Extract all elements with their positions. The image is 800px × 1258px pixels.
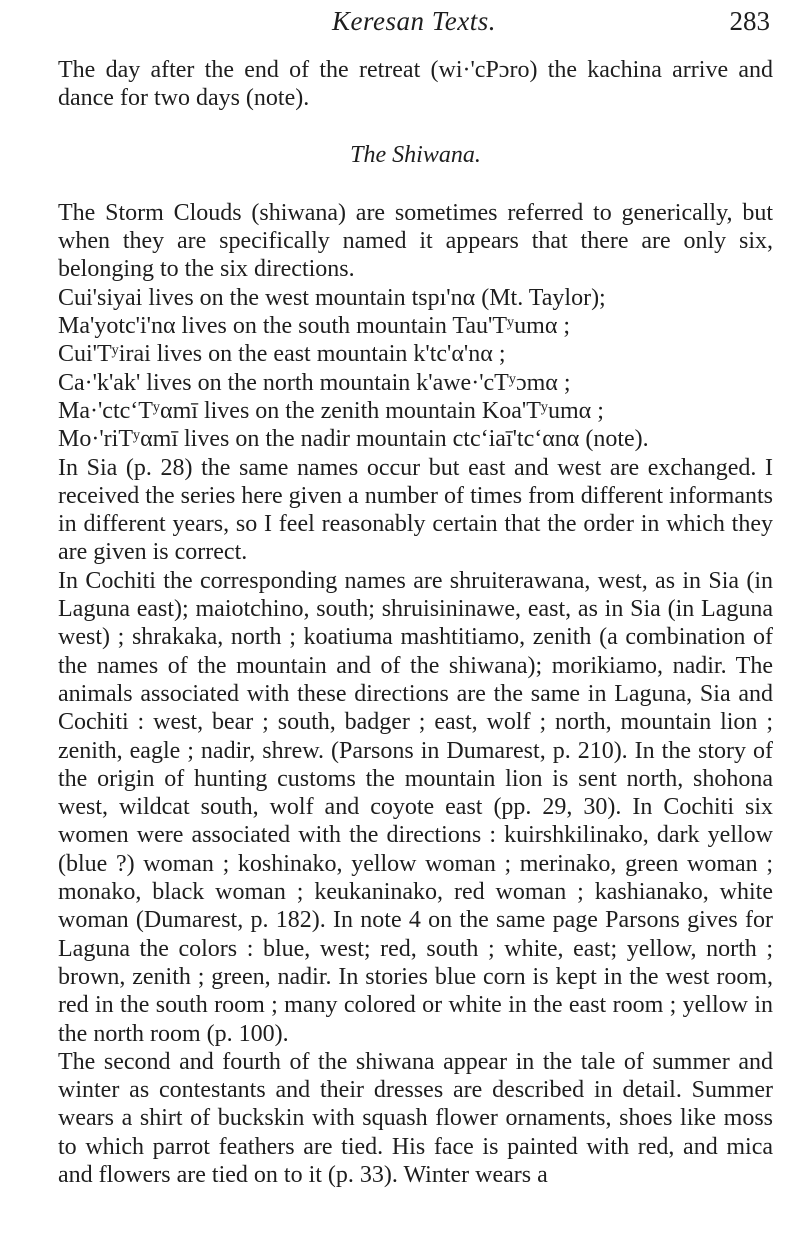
body-text bbox=[58, 56, 773, 1189]
direction-item-south: Ma'yotc'i'nα lives on the south mountain Tau'Tʸumα ; bbox=[58, 313, 571, 340]
running-head bbox=[58, 6, 770, 46]
direction-item-west: Cui'siyai lives on the west mountain tspı'nα (Mt. Taylor); bbox=[58, 284, 606, 311]
paragraph-summer-winter: The second and fourth of the shiwana appear in the tale of summer and winter as contestants and their dresses are described in detail. Summer wears a shirt of buckskin with squash flower ornaments, shoes like moss to which parrot feathers are tied. His face is painted with red, and mica and flowers are tied on to it (p. 33). Winter wears a bbox=[58, 1048, 773, 1188]
running-title: Keresan Texts. bbox=[331, 6, 496, 36]
intro-paragraph: The day after the end of the retreat (wi·'cPɔro) the kachina arrive and dance for two days (note). bbox=[58, 57, 773, 112]
paragraph-sia: In Sia (p. 28) the same names occur but east and west are exchanged. I received the series here given a number of times from different informants in different years, so I feel reasonably certain that the order in which they are given is correct. bbox=[58, 454, 773, 566]
direction-item-nadir: Mo·'riTʸαmī lives on the nadir mountain ctcʻiaī'tcʻαnα (note). bbox=[58, 426, 649, 453]
section-heading: The Shiwana. bbox=[350, 141, 481, 168]
direction-item-north: Ca·'k'ak' lives on the north mountain k'awe·'cTʸɔmα ; bbox=[58, 369, 571, 396]
direction-item-east: Cui'Tʸirai lives on the east mountain k'tc'α'nα ; bbox=[58, 341, 506, 368]
paragraph-storm-clouds: The Storm Clouds (shiwana) are sometimes referred to generically, but when they are specifically named it appears that there are only six, belonging to the six directions. bbox=[58, 199, 773, 283]
direction-list bbox=[58, 284, 773, 454]
page-number: 283 bbox=[729, 6, 770, 36]
direction-item-zenith: Ma·'ctcʻTʸαmī lives on the zenith mountain Koa'Tʸumα ; bbox=[58, 397, 604, 424]
paragraph-cochiti: In Cochiti the corresponding names are shruiterawana, west, as in Sia (in Laguna east); maiotchino, south; shruisininawe, east, as in Sia (in Laguna west) ; shrakaka, north ; koatiuma mashtitiamo, zenith (a combination of the names of the mountain and of the shiwana); morikiamo, nadir. The animals associated with these directions are the same in Laguna, Sia and Cochiti : west, bear ; south, badger ; east, wolf ; north, mountain lion ; zenith, eagle ; nadir, shrew. (Parsons in Dumarest, p. 210). In the story of the origin of hunting customs the mountain lion is sent north, shohona west, wildcat south, wolf and coyote east (pp. 29, 30). In Cochiti six women were associated with the directions : kuirshkilinako, dark yellow (blue ?) woman ; koshinako, yellow woman ; merinako, green woman ; monako, black woman ; keukaninako, red woman ; kashianako, white woman (Dumarest, p. 182). In note 4 on the same page Parsons gives for Laguna the colors : blue, west; red, south ; white, east; yellow, north ; brown, zenith ; green, nadir. In stories blue corn is kept in the west room, red in the south room ; many colored or white in the east room ; yellow in the north room (p. 100). bbox=[58, 567, 773, 1047]
